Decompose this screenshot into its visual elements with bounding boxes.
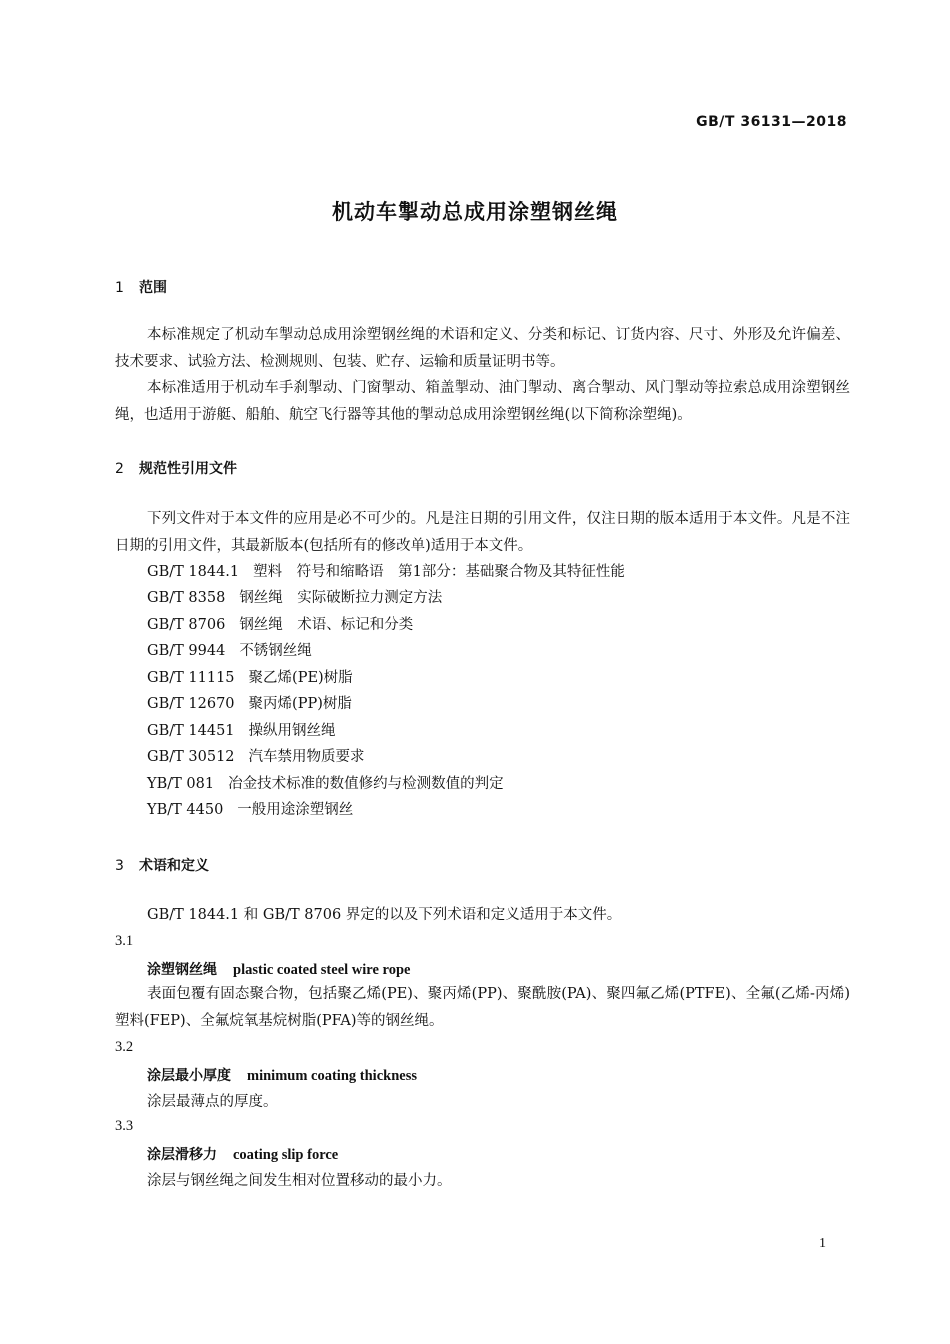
term-definition: 表面包覆有固态聚合物，包括聚乙烯(PE)、聚丙烯(PP)、聚酰胺(PA)、聚四氟乙烯(PTFE)、全氟(乙烯-丙烯)塑料(FEP)、全氟烷氧基烷树脂(PFA)等的钢丝绳。 [115,986,850,1029]
term-number: 3.1 [115,933,134,949]
reference-code: GB/T 11115 [147,670,235,686]
term-english: plastic coated steel wire rope [233,962,411,978]
reference-item [147,800,353,820]
reference-item [147,721,336,741]
section-title: 术语和定义 [139,858,209,874]
section-number: 3 [115,858,124,874]
reference-item [147,694,352,714]
document-title: 机动车掣动总成用涂塑钢丝绳 [332,200,618,224]
section-3-intro: GB/T 1844.1 和 GB/T 8706 界定的以及下列术语和定义适用于本文件。 [147,907,622,923]
standard-code: GB/T 36131—2018 [696,114,847,130]
section-2-intro: 下列文件对于本文件的应用是必不可少的。凡是注日期的引用文件，仅注日期的版本适用于本文件。凡是不注日期的引用文件，其最新版本(包括所有的修改单)适用于本文件。 [115,511,850,554]
reference-title: 钢丝绳 术语、标记和分类 [239,617,414,633]
section-number: 1 [115,280,124,296]
section-2-heading [115,458,237,478]
reference-item [147,562,625,582]
page-number: 1 [819,1236,826,1251]
reference-title: 汽车禁用物质要求 [248,749,365,765]
reference-title: 操纵用钢丝绳 [248,723,336,739]
reference-item [147,774,504,794]
reference-title: 钢丝绳 实际破断拉力测定方法 [239,590,443,606]
reference-code: GB/T 12670 [147,696,235,712]
section-1-paragraph-2: 本标准适用于机动车手刹掣动、门窗掣动、箱盖掣动、油门掣动、离合掣动、风门掣动等拉索总成用涂塑钢丝绳，也适用于游艇、船舶、航空飞行器等其他的掣动总成用涂塑钢丝绳(以下简称涂塑绳)。 [115,380,850,423]
term-chinese: 涂层滑移力 [147,1147,217,1163]
section-1-heading [115,277,167,297]
reference-code: GB/T 8358 [147,590,226,606]
term-heading [147,1065,417,1085]
reference-code: GB/T 1844.1 [147,564,240,580]
reference-code: YB/T 081 [147,776,215,792]
section-title: 范围 [139,280,167,296]
section-title: 规范性引用文件 [139,461,237,477]
term-heading [147,1144,338,1164]
reference-title: 不锈钢丝绳 [239,643,312,659]
term-chinese: 涂塑钢丝绳 [147,962,217,978]
reference-code: GB/T 14451 [147,723,235,739]
reference-code: YB/T 4450 [147,802,224,818]
reference-title: 聚乙烯(PE)树脂 [248,670,353,686]
reference-code: GB/T 9944 [147,643,226,659]
reference-title: 冶金技术标准的数值修约与检测数值的判定 [228,776,504,792]
term-heading [147,959,410,979]
term-number: 3.2 [115,1039,134,1055]
term-definition: 涂层最薄点的厚度。 [147,1094,278,1110]
term-english: minimum coating thickness [247,1068,417,1084]
reference-item [147,641,312,661]
term-number: 3.3 [115,1118,134,1134]
term-chinese: 涂层最小厚度 [147,1068,231,1084]
section-number: 2 [115,461,124,477]
reference-title: 塑料 符号和缩略语 第1部分：基础聚合物及其特征性能 [253,564,625,580]
reference-item [147,747,365,767]
term-english: coating slip force [233,1147,339,1163]
reference-title: 聚丙烯(PP)树脂 [248,696,352,712]
reference-item [147,588,442,608]
reference-code: GB/T 8706 [147,617,226,633]
reference-item [147,615,413,635]
reference-title: 一般用途涂塑钢丝 [237,802,354,818]
reference-item [147,668,353,688]
section-1-paragraph-1: 本标准规定了机动车掣动总成用涂塑钢丝绳的术语和定义、分类和标记、订货内容、尺寸、外形及允许偏差、技术要求、试验方法、检测规则、包装、贮存、运输和质量证明书等。 [115,327,850,370]
term-definition: 涂层与钢丝绳之间发生相对位置移动的最小力。 [147,1173,452,1189]
section-3-heading [115,855,209,875]
reference-code: GB/T 30512 [147,749,235,765]
